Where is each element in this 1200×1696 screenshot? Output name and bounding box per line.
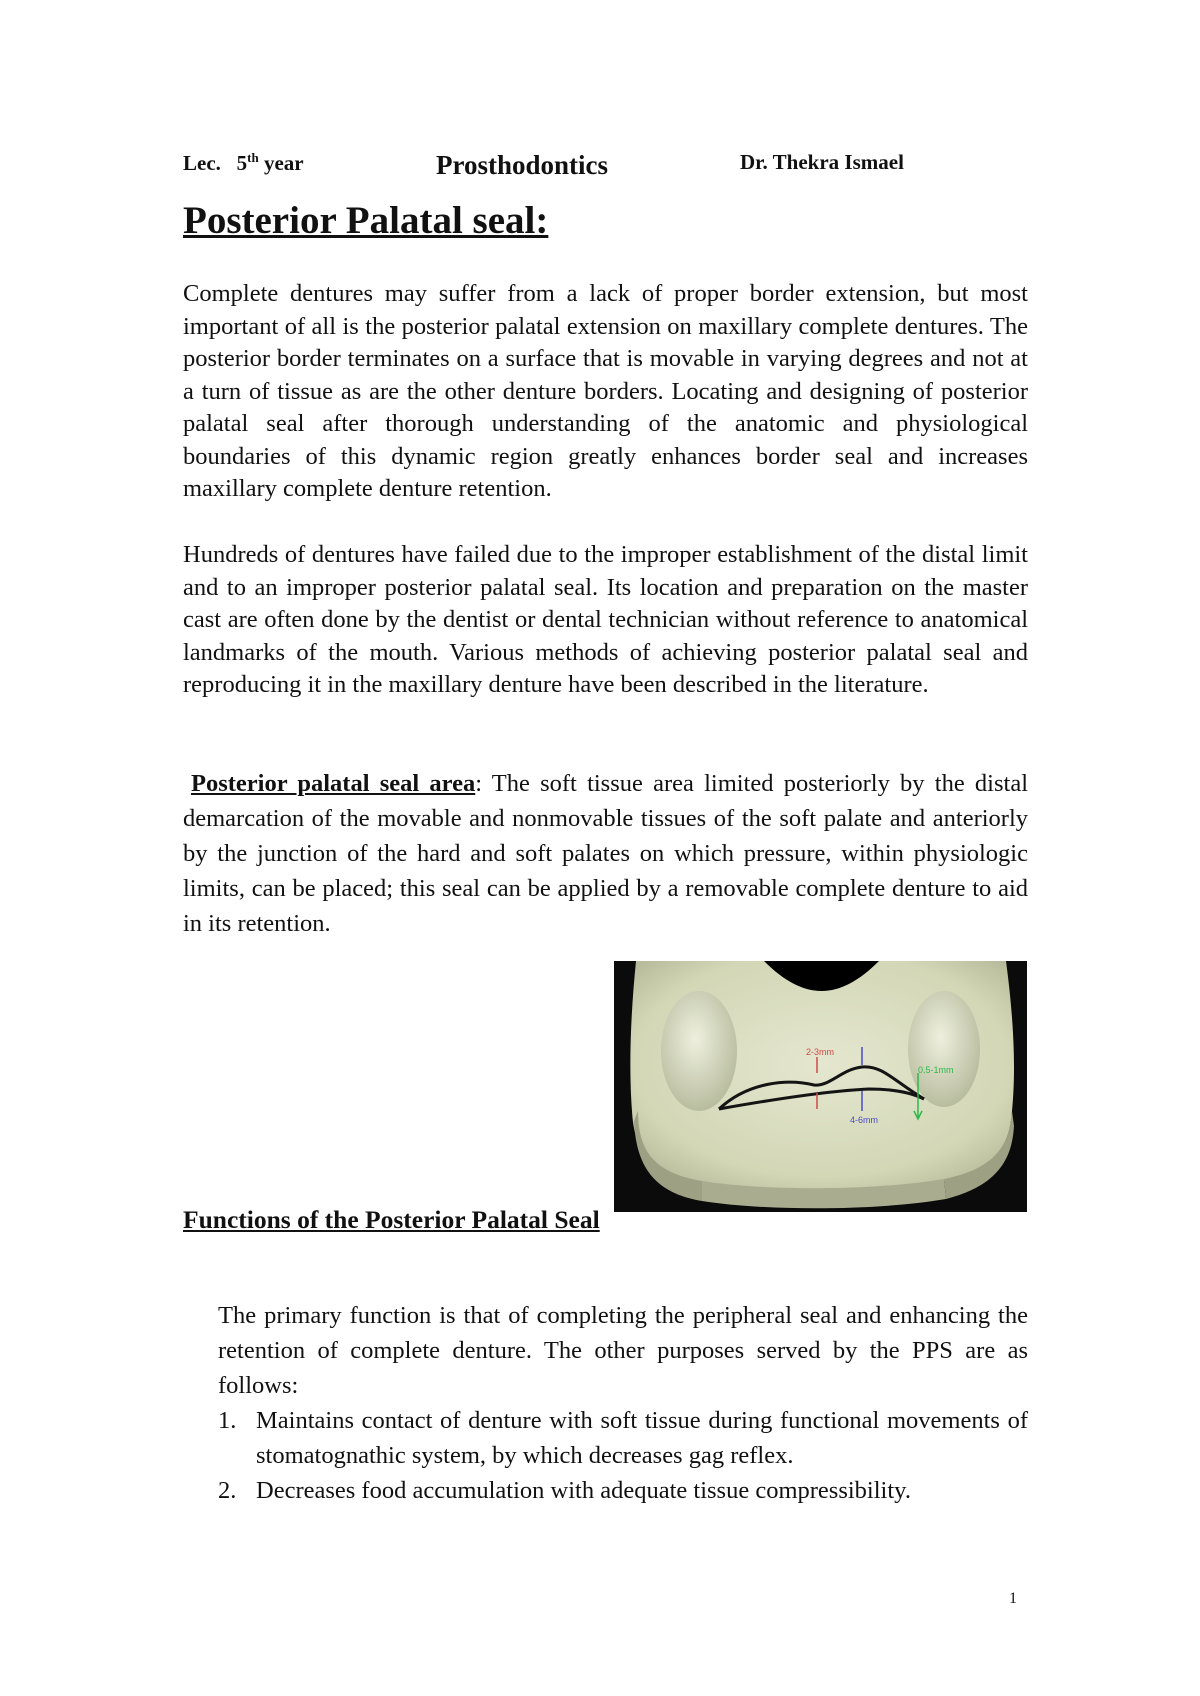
definition-term: Posterior palatal seal area bbox=[191, 770, 476, 797]
lecture-year bbox=[183, 150, 304, 176]
failure-paragraph: Hundreds of dentures have failed due to the improper establishment of the distal limit and to an improper posterior palatal seal. Its location and preparation on the master cast are often done by the dentist or dental technician without reference to anatomical landmarks of the mouth. Various methods of achieving posterior palatal seal and reproducing it in the maxillary denture have been described in the literature. bbox=[183, 541, 1028, 698]
page-number: 1 bbox=[1009, 1590, 1017, 1607]
list-item-number: 2. bbox=[218, 1477, 237, 1504]
list-item-text: Maintains contact of denture with soft tissue during functional movements of stomatognathic system, by which decreases gag reflex. bbox=[256, 1407, 1028, 1469]
page-title: Posterior Palatal seal: bbox=[183, 199, 549, 242]
label-4-6mm: 4-6mm bbox=[850, 1115, 879, 1125]
functions-intro: The primary function is that of completing the peripheral seal and enhancing the retention of complete denture. The other purposes served by the PPS are as follows: bbox=[218, 1302, 1028, 1399]
functions-heading: Functions of the Posterior Palatal Seal bbox=[183, 1205, 600, 1234]
list-item bbox=[218, 1403, 1028, 1473]
year-suffix: th bbox=[247, 150, 259, 165]
functions-list bbox=[218, 1403, 1028, 1508]
year-number: 5 bbox=[236, 151, 248, 175]
label-0-5-1mm: 0.5-1mm bbox=[918, 1065, 954, 1075]
left-tuberosity bbox=[661, 991, 737, 1111]
list-item-number: 1. bbox=[218, 1407, 237, 1434]
lecture-prefix: Lec. bbox=[183, 151, 221, 175]
subject-name: Prosthodontics bbox=[436, 150, 609, 180]
year-word: year bbox=[263, 151, 304, 175]
palatal-cast-photo bbox=[614, 961, 1027, 1212]
list-item bbox=[218, 1473, 1028, 1508]
author-name: Dr. Thekra Ismael bbox=[740, 150, 904, 174]
definition-text: : The soft tissue area limited posteriorly by the distal demarcation of the movable and nonmovable tissues of the soft palate and anteriorly by the junction of the hard and soft palates on which pressure, within physiologic limits, can be placed; this seal can be applied by a removable complete denture to aid in its retention. bbox=[183, 770, 1028, 937]
intro-paragraph: Complete dentures may suffer from a lack of proper border extension, but most important of all is the posterior palatal extension on maxillary complete dentures. The posterior border terminates on a surface that is movable in varying degrees and not at a turn of tissue as are the other denture borders. Locating and designing of posterior palatal seal after thorough understanding of the anatomic and physiological boundaries of this dynamic region greatly enhances border seal and increases maxillary complete denture retention. bbox=[183, 280, 1028, 502]
lecture-header bbox=[183, 150, 1023, 190]
right-tuberosity bbox=[908, 991, 980, 1107]
label-2-3mm: 2-3mm bbox=[806, 1047, 835, 1057]
definition-paragraph bbox=[183, 766, 1028, 941]
list-item-text: Decreases food accumulation with adequate tissue compressibility. bbox=[256, 1477, 911, 1504]
palatal-cast-illustration bbox=[614, 961, 1027, 1212]
